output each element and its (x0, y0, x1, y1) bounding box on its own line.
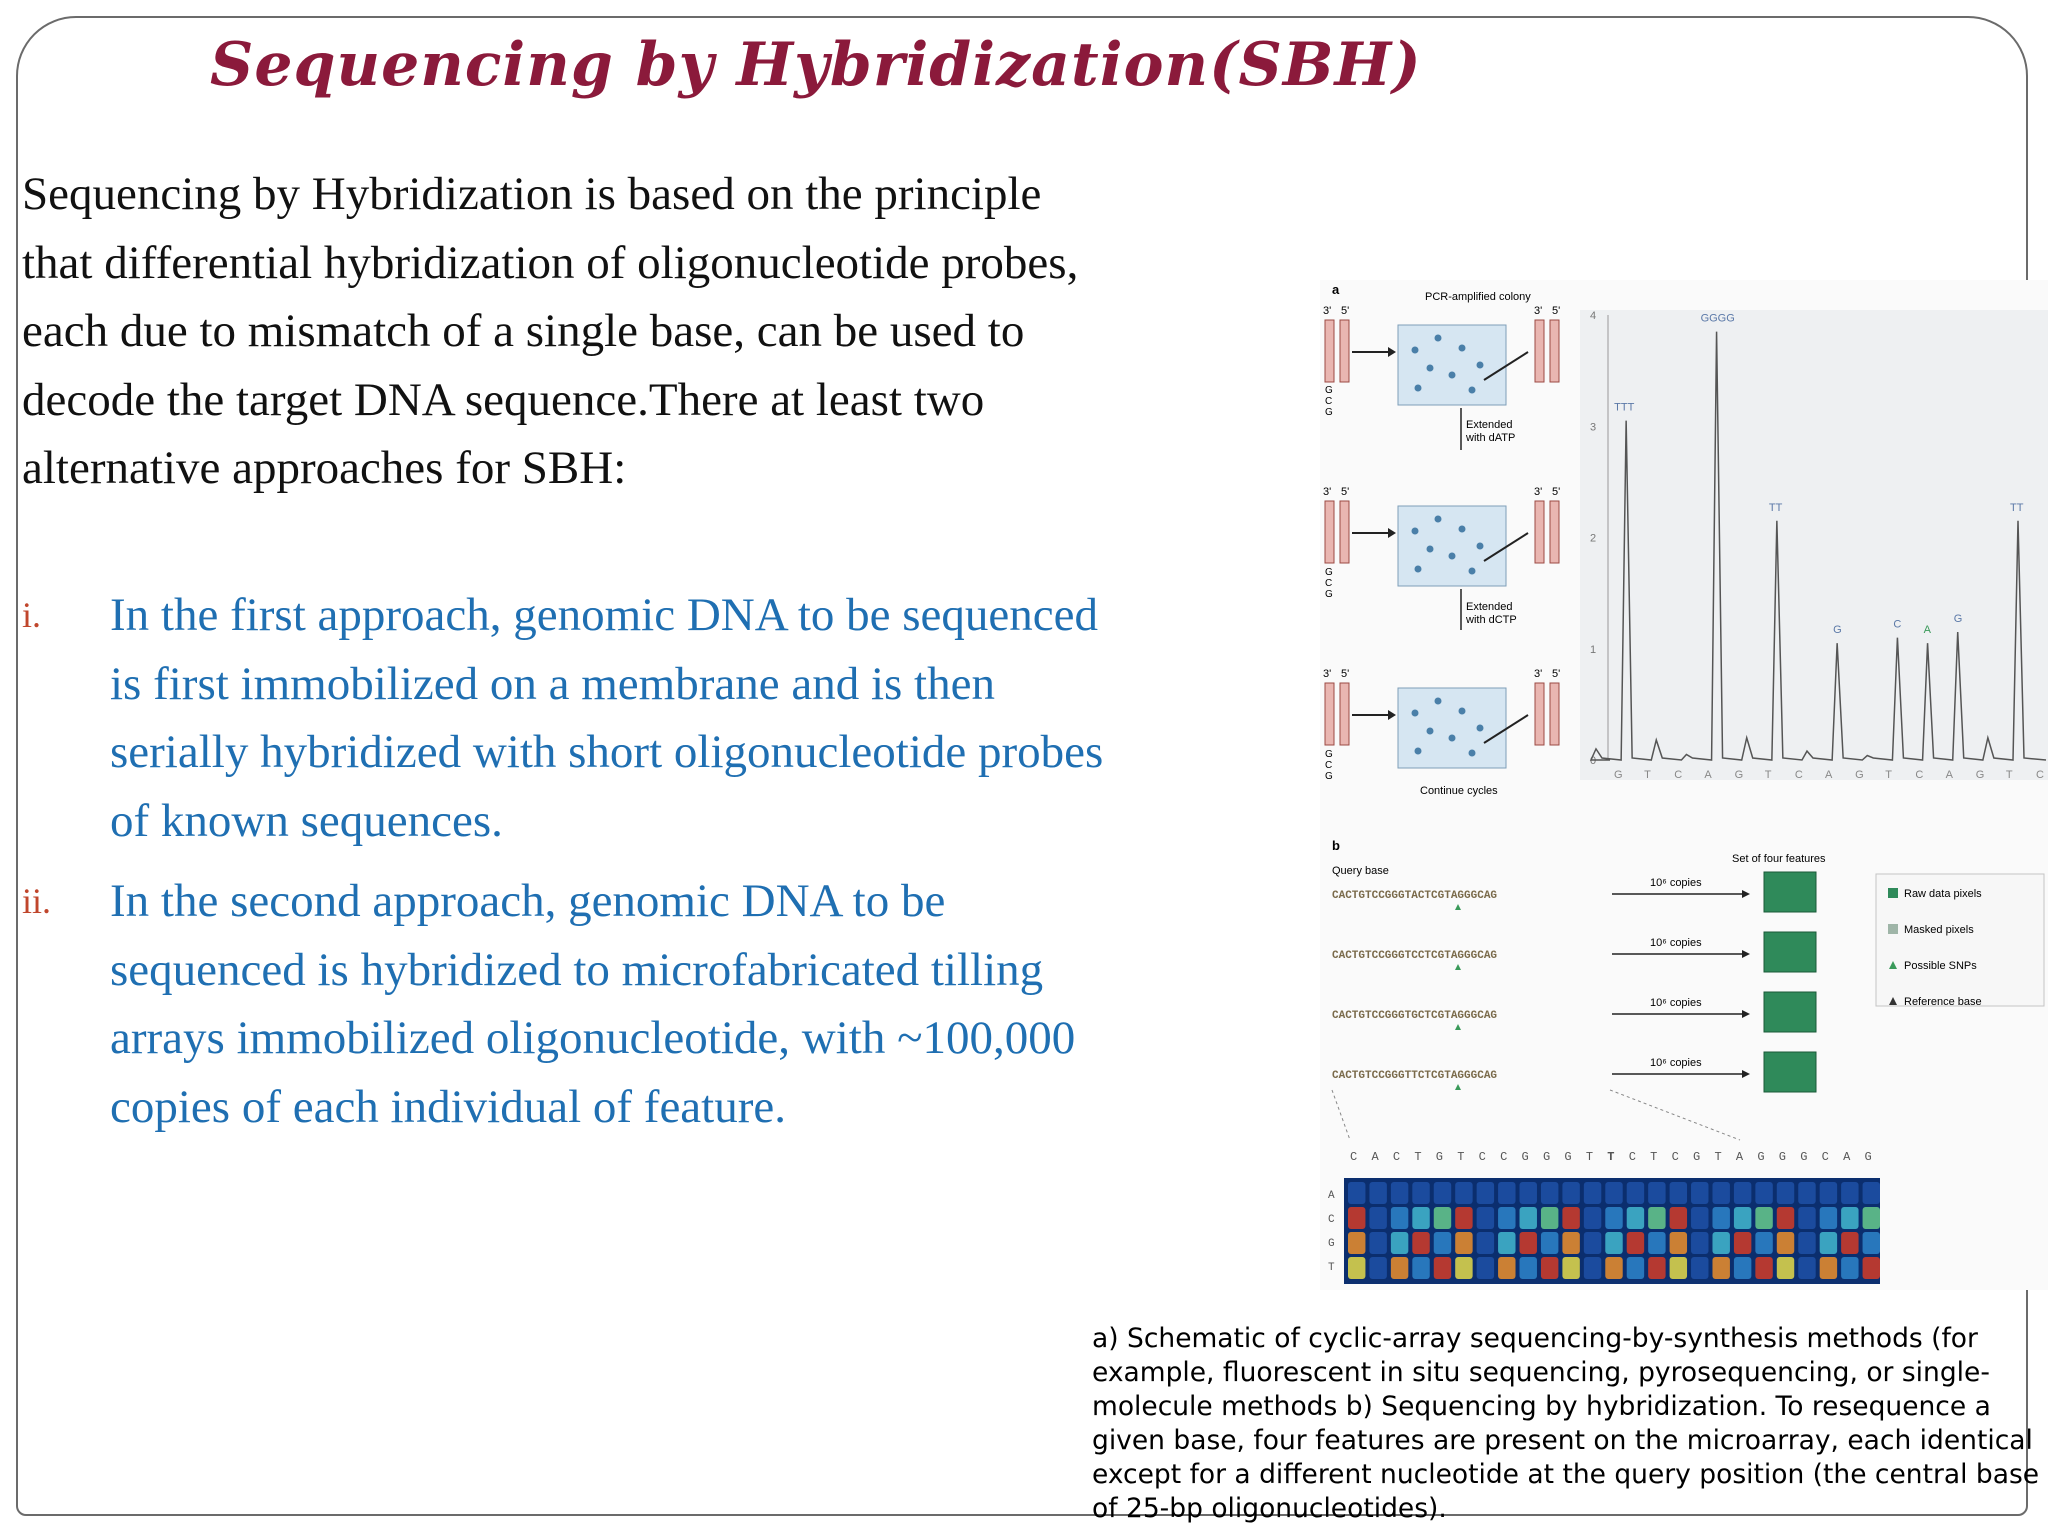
array-cell (1820, 1232, 1837, 1254)
colony-dot (1412, 347, 1419, 354)
x-base-label: G (1614, 769, 1623, 781)
peak-label: G (1833, 624, 1842, 637)
sequence-base: T (1414, 1150, 1422, 1164)
strand-base: G (1325, 407, 1333, 418)
svg-text:C: C (1325, 760, 1333, 771)
peak-label: C (1893, 618, 1902, 631)
array-cell (1691, 1232, 1708, 1254)
array-cell (1391, 1257, 1408, 1279)
array-cell (1820, 1207, 1837, 1229)
array-cell (1541, 1182, 1558, 1204)
svg-text:3': 3' (1323, 486, 1332, 498)
array-cell (1520, 1207, 1537, 1229)
array-cell (1541, 1257, 1558, 1279)
array-row-label: T (1328, 1262, 1335, 1274)
array-cell (1820, 1182, 1837, 1204)
array-cell (1605, 1257, 1622, 1279)
array-cell (1477, 1207, 1494, 1229)
array-cell (1412, 1232, 1429, 1254)
sequence-base: G (1778, 1150, 1787, 1164)
array-cell (1841, 1182, 1858, 1204)
array-cell (1434, 1182, 1451, 1204)
array-cell (1562, 1232, 1579, 1254)
peak-label: GGGG (1700, 312, 1735, 325)
y-tick-label: 4 (1590, 310, 1597, 322)
sequence-base: G (1800, 1150, 1808, 1164)
strand-end-3prime: 3' (1534, 305, 1543, 317)
svg-text:G: G (1325, 749, 1333, 760)
svg-text:G: G (1325, 589, 1333, 600)
sequence-base: C (1821, 1150, 1829, 1164)
array-cell (1520, 1232, 1537, 1254)
array-cell (1391, 1207, 1408, 1229)
array-cell (1455, 1207, 1472, 1229)
array-cell (1648, 1232, 1665, 1254)
array-cell (1627, 1232, 1644, 1254)
array-cell (1627, 1207, 1644, 1229)
array-cell (1434, 1232, 1451, 1254)
array-cell (1520, 1257, 1537, 1279)
colony-label: PCR-amplified colony (1425, 291, 1531, 303)
array-cell (1712, 1232, 1729, 1254)
peak-label: A (1923, 624, 1931, 637)
x-base-label: T (1885, 769, 1893, 781)
array-cell (1605, 1232, 1622, 1254)
approach-text: In the first approach, genomic DNA to be sequenced is first immobilized on a membrane and is then serially hybridized with short oligonucleotide probes of known sequences. (110, 589, 1104, 847)
panel-a-label: a (1332, 282, 1340, 297)
strand-base: C (1325, 396, 1333, 407)
query-base-label: Query base (1332, 865, 1389, 877)
sequence-base: A (1735, 1150, 1744, 1164)
sequence-base: G (1757, 1150, 1765, 1164)
svg-text:5': 5' (1341, 486, 1350, 498)
array-cell (1348, 1182, 1365, 1204)
array-cell (1755, 1182, 1772, 1204)
dna-strand (1340, 683, 1349, 745)
step-label: Continue cycles (1420, 785, 1498, 797)
sequence-base: T (1714, 1150, 1722, 1164)
dna-strand (1325, 683, 1334, 745)
colony-box (1398, 325, 1506, 405)
svg-text:3': 3' (1534, 668, 1543, 680)
array-cell (1670, 1207, 1687, 1229)
array-cell (1734, 1232, 1751, 1254)
list-number: i. (22, 595, 42, 635)
array-cell (1841, 1257, 1858, 1279)
array-cell (1434, 1257, 1451, 1279)
query-sequence: CACTGTCCGGGTCCTCGTAGGGCAG (1332, 950, 1498, 962)
slide-title: Sequencing by Hybridization(SBH) (210, 30, 1422, 100)
sequence-base: A (1843, 1150, 1851, 1164)
sequencing-figure (1320, 280, 2048, 1290)
x-base-label: C (1915, 769, 1924, 781)
array-cell (1712, 1207, 1729, 1229)
list-number: ii. (22, 881, 52, 921)
array-cell (1798, 1207, 1815, 1229)
query-sequence: CACTGTCCGGGTTCTCGTAGGGCAG (1332, 1070, 1498, 1082)
svg-text:3': 3' (1323, 668, 1332, 680)
array-cell (1498, 1232, 1515, 1254)
copies-label: 10⁶ copies (1650, 877, 1702, 889)
sequence-base: C (1478, 1150, 1486, 1164)
array-cell (1670, 1257, 1687, 1279)
x-base-label: T (1644, 769, 1651, 781)
panel-b-label: b (1332, 838, 1340, 853)
array-cell (1348, 1232, 1365, 1254)
array-cell (1584, 1232, 1601, 1254)
y-tick-label: 0 (1590, 755, 1597, 767)
legend-item: Reference base (1904, 996, 1982, 1008)
masked-swatch-icon (1888, 924, 1898, 934)
array-cell (1477, 1232, 1494, 1254)
x-base-label: G (1975, 769, 1985, 781)
array-cell (1391, 1182, 1408, 1204)
array-cell (1712, 1257, 1729, 1279)
x-base-label: A (1704, 769, 1712, 781)
array-cell (1455, 1232, 1472, 1254)
sequence-base: G (1435, 1150, 1443, 1164)
array-row-label: A (1328, 1190, 1335, 1202)
array-cell (1734, 1207, 1751, 1229)
intro-paragraph: Sequencing by Hybridization is based on the principle that differential hybridization of oligonucleotide probes, each due to mismatch of a single base, can be used to decode the target DNA sequence.There at least two alternative approaches for SBH: (22, 168, 1079, 494)
array-cell (1605, 1207, 1622, 1229)
array-cell (1777, 1232, 1794, 1254)
array-cell (1863, 1257, 1880, 1279)
sequence-base: T (1585, 1150, 1594, 1164)
array-cell (1841, 1232, 1858, 1254)
step-label: Extended (1466, 419, 1513, 431)
figure-caption: a) Schematic of cyclic-array sequencing-by-synthesis methods (for example, fluorescent in situ sequencing, pyrosequencing, or single-molecule methods b) Sequencing by hybridization. To resequence a given base, four features are present on the microarray, each identical except for a different nucleotide at the query position (the central base of 25-bp oligonucleotides). (1092, 1323, 2040, 1524)
feature-square (1764, 872, 1816, 912)
y-tick-label: 1 (1590, 643, 1597, 656)
svg-text:C: C (1325, 578, 1333, 589)
legend-item: Possible SNPs (1904, 960, 1977, 972)
array-cell (1369, 1257, 1386, 1279)
svg-text:5': 5' (1552, 486, 1561, 498)
step-label: with dCTP (1466, 614, 1517, 626)
array-cell (1863, 1207, 1880, 1229)
array-cell (1798, 1232, 1815, 1254)
array-cell (1605, 1182, 1622, 1204)
y-tick-label: 3 (1590, 421, 1597, 434)
array-cell (1798, 1182, 1815, 1204)
array-cell (1691, 1257, 1708, 1279)
array-cell (1648, 1207, 1665, 1229)
legend (1876, 874, 2044, 1008)
x-base-label: T (1764, 769, 1772, 781)
strand-end-5prime: 5' (1552, 305, 1561, 317)
sequence-base: C (1392, 1150, 1401, 1164)
array-cell (1477, 1257, 1494, 1279)
array-cell (1734, 1182, 1751, 1204)
y-tick-label: 2 (1590, 532, 1597, 545)
feature-square (1764, 1052, 1816, 1092)
array-cell (1541, 1207, 1558, 1229)
x-base-label: T (2005, 769, 2013, 781)
x-base-label: G (1855, 769, 1864, 781)
figure-svg (1320, 280, 2048, 1290)
approach-item-1 (22, 581, 1122, 855)
array-cell (1755, 1232, 1772, 1254)
array-cell (1755, 1257, 1772, 1279)
x-base-label: A (1945, 769, 1953, 781)
array-cell (1820, 1257, 1837, 1279)
array-cell (1734, 1257, 1751, 1279)
step-label: Extended (1466, 601, 1513, 613)
array-cell (1670, 1232, 1687, 1254)
sequence-base: C (1628, 1150, 1636, 1164)
sequence-base: C (1350, 1150, 1358, 1164)
peak-label: TT (2010, 501, 2024, 514)
sequence-base: G (1564, 1150, 1572, 1164)
sequence-base: C (1500, 1150, 1508, 1164)
strand-end-3prime: 3' (1323, 305, 1332, 317)
array-cell (1584, 1207, 1601, 1229)
array-cell (1691, 1207, 1708, 1229)
array-cell (1841, 1207, 1858, 1229)
svg-text:5': 5' (1341, 668, 1350, 680)
array-cell (1455, 1182, 1472, 1204)
approach-list (22, 581, 1122, 1153)
query-sequence: CACTGTCCGGGTACTCGTAGGGCAG (1332, 890, 1498, 902)
raw-data-swatch-icon (1888, 888, 1898, 898)
array-cell (1562, 1207, 1579, 1229)
array-cell (1348, 1257, 1365, 1279)
array-cell (1498, 1182, 1515, 1204)
step-label: with dATP (1466, 432, 1516, 444)
array-cell (1477, 1182, 1494, 1204)
array-cell (1584, 1257, 1601, 1279)
svg-text:5': 5' (1552, 668, 1561, 680)
x-base-label: G (1734, 769, 1744, 781)
feature-square (1764, 992, 1816, 1032)
legend-item: Masked pixels (1904, 924, 1974, 936)
array-cell (1520, 1182, 1537, 1204)
array-cell (1627, 1257, 1644, 1279)
array-cell (1412, 1257, 1429, 1279)
array-cell (1562, 1182, 1579, 1204)
x-base-label: A (1825, 769, 1833, 781)
array-cell (1777, 1182, 1794, 1204)
x-base-label: C (1794, 769, 1803, 781)
pyrogram-background (1580, 310, 2048, 780)
array-cell (1777, 1257, 1794, 1279)
array-cell (1434, 1207, 1451, 1229)
svg-text:G: G (1325, 771, 1333, 782)
array-cell (1863, 1182, 1880, 1204)
array-cell (1412, 1207, 1429, 1229)
dna-strand (1340, 501, 1349, 563)
array-cell (1627, 1182, 1644, 1204)
dna-strand (1325, 501, 1334, 563)
sequence-base: G (1542, 1150, 1551, 1164)
array-cell (1691, 1182, 1708, 1204)
sequence-base: T (1457, 1150, 1465, 1164)
sequence-base: G (1521, 1150, 1529, 1164)
query-sequence: CACTGTCCGGGTGCTCGTAGGGCAG (1332, 1010, 1498, 1022)
array-cell (1348, 1207, 1365, 1229)
dna-strand (1340, 320, 1349, 382)
dna-strand (1325, 320, 1334, 382)
array-cell (1798, 1257, 1815, 1279)
copies-label: 10⁶ copies (1650, 997, 1702, 1009)
array-cell (1712, 1182, 1729, 1204)
strand-base: G (1325, 385, 1333, 396)
array-cell (1369, 1182, 1386, 1204)
array-cell (1863, 1232, 1880, 1254)
sequence-base: C (1671, 1150, 1679, 1164)
x-base-label: C (1674, 769, 1683, 781)
feature-square (1764, 932, 1816, 972)
array-cell (1541, 1232, 1558, 1254)
sequence-base: A (1371, 1150, 1379, 1164)
x-base-label: C (2036, 769, 2044, 781)
array-cell (1391, 1232, 1408, 1254)
array-cell (1777, 1207, 1794, 1229)
features-label: Set of four features (1732, 853, 1826, 865)
peak-label: TTT (1614, 401, 1635, 414)
array-row-label: G (1328, 1238, 1335, 1250)
array-cell (1648, 1182, 1665, 1204)
copies-label: 10⁶ copies (1650, 937, 1702, 949)
array-cell (1562, 1257, 1579, 1279)
array-cell (1498, 1257, 1515, 1279)
colony-box (1398, 688, 1506, 768)
sequence-base: G (1693, 1150, 1701, 1164)
array-cell (1455, 1257, 1472, 1279)
array-cell (1584, 1182, 1601, 1204)
array-cell (1670, 1182, 1687, 1204)
array-cell (1369, 1207, 1386, 1229)
copies-label: 10⁶ copies (1650, 1057, 1702, 1069)
sequence-base: G (1864, 1150, 1872, 1164)
legend-item: Raw data pixels (1904, 888, 1982, 900)
sequence-base: T (1650, 1150, 1658, 1164)
approach-item-2 (22, 867, 1122, 1141)
array-cell (1648, 1257, 1665, 1279)
approach-text: In the second approach, genomic DNA to be sequenced is hybridized to microfabricated tilling arrays immobilized oligonucleotide, with ~100,000 copies of each individual of feature. (110, 875, 1076, 1133)
peak-label: TT (1768, 501, 1783, 514)
array-cell (1755, 1207, 1772, 1229)
pyrogram (1580, 310, 2048, 781)
sequence-base: T (1607, 1150, 1615, 1164)
array-row-label: C (1328, 1214, 1335, 1226)
svg-text:3': 3' (1534, 486, 1543, 498)
array-cell (1369, 1232, 1386, 1254)
strand-end-5prime: 5' (1341, 305, 1350, 317)
array-cell (1412, 1182, 1429, 1204)
peak-label: G (1953, 613, 1963, 626)
svg-text:G: G (1325, 567, 1333, 578)
array-cell (1498, 1207, 1515, 1229)
colony-box (1398, 506, 1506, 586)
